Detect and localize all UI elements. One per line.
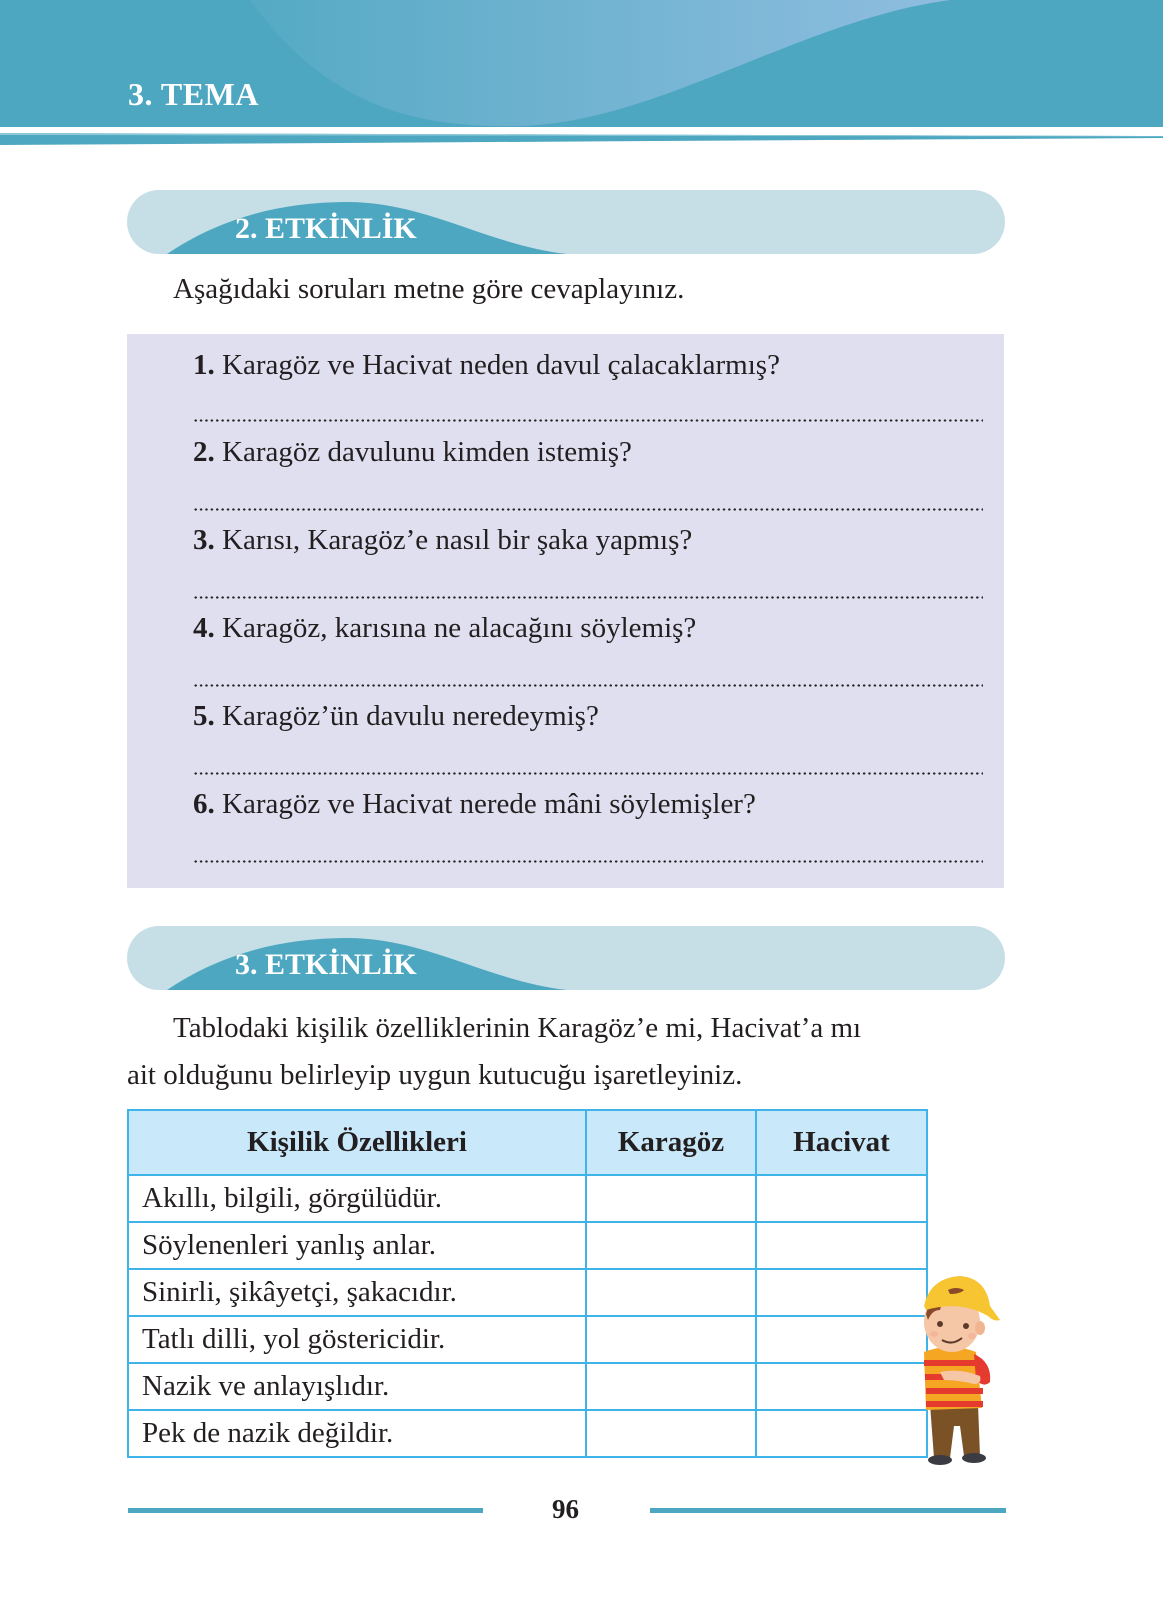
question-item: [193, 523, 983, 557]
trait-label: Nazik ve anlayışlıdır.: [128, 1363, 586, 1410]
theme-title: 3. TEMA: [128, 76, 259, 112]
trait-label: Sinirli, şikâyetçi, şakacıdır.: [128, 1269, 586, 1316]
question-text: Karagöz’ün davulu neredeymiş?: [214, 700, 599, 732]
question-item: [193, 699, 983, 733]
question-item: [193, 435, 983, 469]
boy-with-yellow-cap-icon: [920, 1276, 1002, 1466]
activity-3-instruction-line2: ait olduğunu belirleyip uygun kutucuğu işaretleyiniz.: [127, 1059, 743, 1091]
question-text: Karagöz ve Hacivat neden davul çalacaklarmış?: [214, 349, 780, 381]
activity-2-instruction: Aşağıdaki soruları metne göre cevaplayınız.: [173, 273, 685, 305]
answer-line[interactable]: [193, 860, 983, 863]
hacivat-checkbox-cell[interactable]: [756, 1269, 927, 1316]
karagoz-checkbox-cell[interactable]: [586, 1363, 756, 1410]
answer-line[interactable]: [193, 596, 983, 599]
header-karagoz: Karagöz: [586, 1110, 756, 1175]
trait-label: Söylenenleri yanlış anlar.: [128, 1222, 586, 1269]
activity-3-instruction-line1: Tablodaki kişilik özelliklerinin Karagöz’e mi, Hacivat’a mı: [173, 1012, 862, 1044]
answer-line[interactable]: [193, 772, 983, 775]
karagoz-checkbox-cell[interactable]: [586, 1316, 756, 1363]
answer-line[interactable]: [193, 508, 983, 511]
activity-2-title: 2. ETKİNLİK: [235, 212, 417, 245]
hacivat-checkbox-cell[interactable]: [756, 1175, 927, 1222]
header-band: [0, 0, 1163, 127]
question-item: [193, 787, 983, 821]
trait-label: Akıllı, bilgili, görgülüdür.: [128, 1175, 586, 1222]
table-row: [128, 1175, 927, 1222]
hacivat-checkbox-cell[interactable]: [756, 1363, 927, 1410]
question-text: Karagöz davulunu kimden istemiş?: [214, 436, 632, 468]
table-row: [128, 1316, 927, 1363]
question-number: 3.: [193, 524, 215, 556]
table-row: [128, 1222, 927, 1269]
question-number: 5.: [193, 700, 215, 732]
question-text: Karagöz ve Hacivat nerede mâni söylemişler?: [214, 788, 756, 820]
question-number: 6.: [193, 788, 215, 820]
question-number: 2.: [193, 436, 215, 468]
activity-3-banner: [127, 926, 1005, 990]
footer-line-left: [128, 1508, 483, 1513]
question-text: Karagöz, karısına ne alacağını söylemiş?: [214, 612, 697, 644]
activity-3-title: 3. ETKİNLİK: [235, 948, 417, 981]
questions-box: [127, 334, 1004, 888]
header-stripe-icon: [0, 132, 1163, 146]
hacivat-checkbox-cell[interactable]: [756, 1316, 927, 1363]
header-hacivat: Hacivat: [756, 1110, 927, 1175]
question-item: [193, 348, 983, 382]
karagoz-checkbox-cell[interactable]: [586, 1175, 756, 1222]
table-row: [128, 1269, 927, 1316]
question-number: 1.: [193, 349, 215, 381]
table-header-row: [128, 1110, 927, 1175]
traits-table: [127, 1109, 928, 1458]
answer-line[interactable]: [193, 684, 983, 687]
question-number: 4.: [193, 612, 215, 644]
karagoz-checkbox-cell[interactable]: [586, 1222, 756, 1269]
karagoz-checkbox-cell[interactable]: [586, 1410, 756, 1457]
table-row: [128, 1410, 927, 1457]
header-traits: Kişilik Özellikleri: [128, 1110, 586, 1175]
hacivat-checkbox-cell[interactable]: [756, 1222, 927, 1269]
question-text: Karısı, Karagöz’e nasıl bir şaka yapmış?: [214, 524, 693, 556]
answer-line[interactable]: [193, 419, 983, 422]
table-row: [128, 1363, 927, 1410]
hacivat-checkbox-cell[interactable]: [756, 1410, 927, 1457]
page-number: 96: [552, 1494, 579, 1524]
question-item: [193, 611, 983, 645]
karagoz-checkbox-cell[interactable]: [586, 1269, 756, 1316]
trait-label: Pek de nazik değildir.: [128, 1410, 586, 1457]
activity-2-banner: [127, 190, 1005, 254]
footer-line-right: [650, 1508, 1006, 1513]
trait-label: Tatlı dilli, yol göstericidir.: [128, 1316, 586, 1363]
